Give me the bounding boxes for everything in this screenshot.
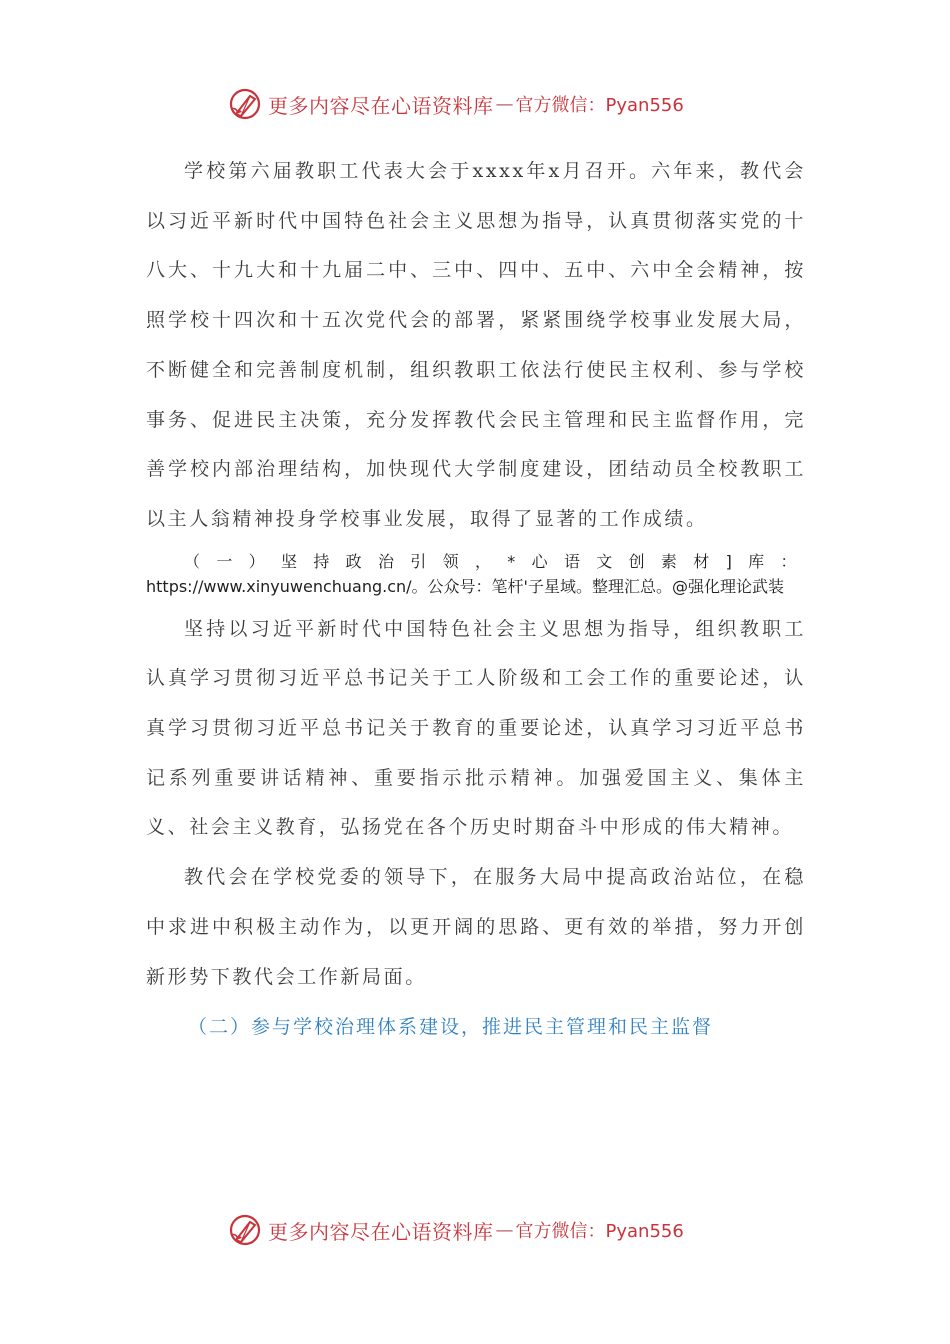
- paragraph-intro: 学校第六届教职工代表大会于xxxx年x月召开。六年来，教代会以习近平新时代中国特色社会主义思想为指导，认真贯彻落实党的十八大、十九大和十九届二中、三中、四中、五中、六中全会精神，按照学校十四次和十五次党代会的部署，紧紧围绕学校事业发展大局，不断健全和完善制度机制，组织教职工依法行使民主权利、参与学校事务、促进民主决策，充分发挥教代会民主管理和民主监督作用，完善学校内部治理结构，加快现代大学制度建设，团结动员全校教职工以主人翁精神投身学校事业发展，取得了显著的工作成绩。: [146, 160, 806, 530]
- paragraph-political-study: 坚持以习近平新时代中国特色社会主义思想为指导，组织教职工认真学习贯彻习近平总书记关于工人阶级和工会工作的重要论述，认真学习贯彻习近平总书记关于教育的重要论述，认真学习习近平总书记系列重要讲话精神、重要指示批示精神。加强爱国主义、集体主义、社会主义教育，弘扬党在各个历史时期奋斗中形成的伟大精神。: [146, 617, 806, 839]
- banner-separator: —: [495, 1219, 514, 1241]
- section-heading-2: （二）参与学校治理体系建设，推进民主管理和民主监督: [188, 1016, 714, 1039]
- banner-separator: —: [495, 93, 514, 115]
- banner-title: 更多内容尽在心语资料库: [268, 93, 494, 118]
- section-heading-1-rest: https://www.xinyuwenchuang.cn/。公众号：笔杆'子星域。整理汇总。@强化理论武装: [146, 576, 784, 596]
- pen-nib-logo-icon: [228, 87, 262, 121]
- banner-title: 更多内容尽在心语资料库: [268, 1219, 494, 1244]
- header-banner: [228, 84, 748, 124]
- document-body: [146, 147, 806, 1052]
- section-heading-1: [146, 549, 806, 599]
- section-heading-1-title: （一）坚持政治引领，*心语文创素材]库：: [184, 551, 806, 571]
- paragraph-party-leadership: 教代会在学校党委的领导下，在服务大局中提高政治站位，在稳中求进中积极主动作为，以更开阔的思路、更有效的举措，努力开创新形势下教代会工作新局面。: [146, 866, 806, 988]
- footer-banner: [228, 1210, 748, 1250]
- banner-wechat: 官方微信：Pyan556: [515, 1221, 684, 1242]
- banner-wechat: 官方微信：Pyan556: [515, 95, 684, 116]
- pen-nib-logo-icon: [228, 1213, 262, 1247]
